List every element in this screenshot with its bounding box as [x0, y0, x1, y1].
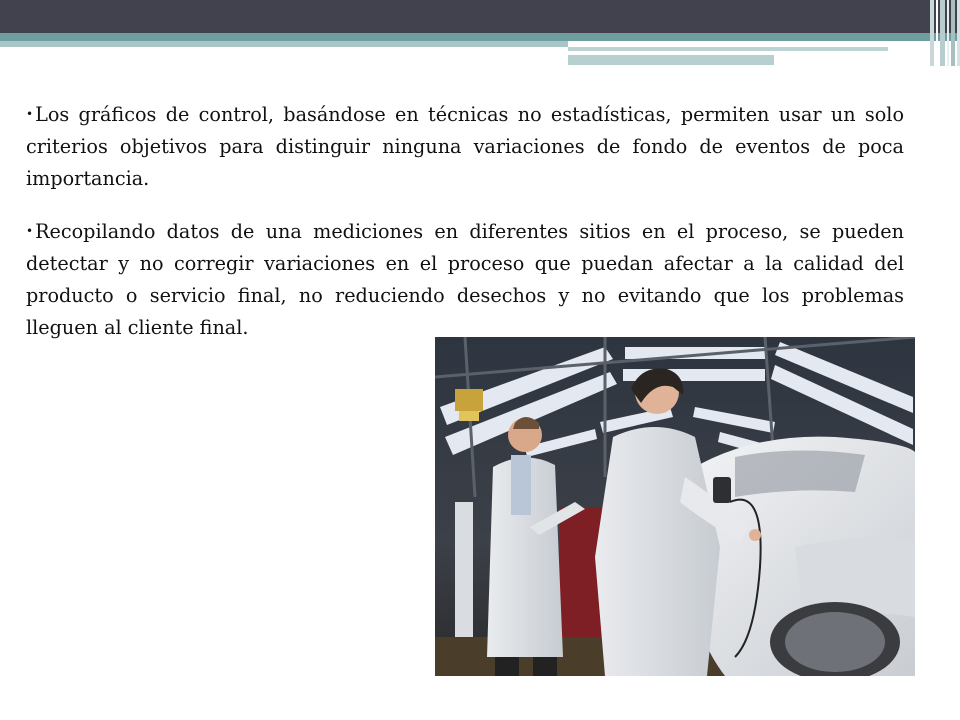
- bullet-marker: •: [26, 224, 34, 238]
- paragraph-2-text: Recopilando datos de una mediciones en diferentes sitios en el proceso, se pueden detectar y no corregir variaciones en el proceso que puedan afectar a la calidad del producto o servicio final, no reduciendo desechos y no evitando que los problemas lleguen al cliente final.: [26, 220, 904, 339]
- header-bar: [0, 0, 960, 33]
- slide-body: [26, 98, 904, 364]
- photo-inspectors-car-body: [435, 337, 915, 676]
- header-accent-stripe: [0, 33, 960, 41]
- paragraph-1-text: Los gráficos de control, basándose en técnicas no estadísticas, permiten usar un solo criterios objetivos para distinguir ninguna variaciones de fondo de eventos de poca importancia.: [26, 103, 904, 190]
- header-corner-lines: [930, 0, 960, 66]
- paragraph-2: [26, 215, 904, 344]
- paragraph-1: [26, 98, 904, 195]
- header-short-stripe: [568, 55, 774, 65]
- header-divider: [568, 51, 888, 53]
- bullet-marker: •: [26, 107, 34, 121]
- header-light-stripe: [0, 41, 568, 47]
